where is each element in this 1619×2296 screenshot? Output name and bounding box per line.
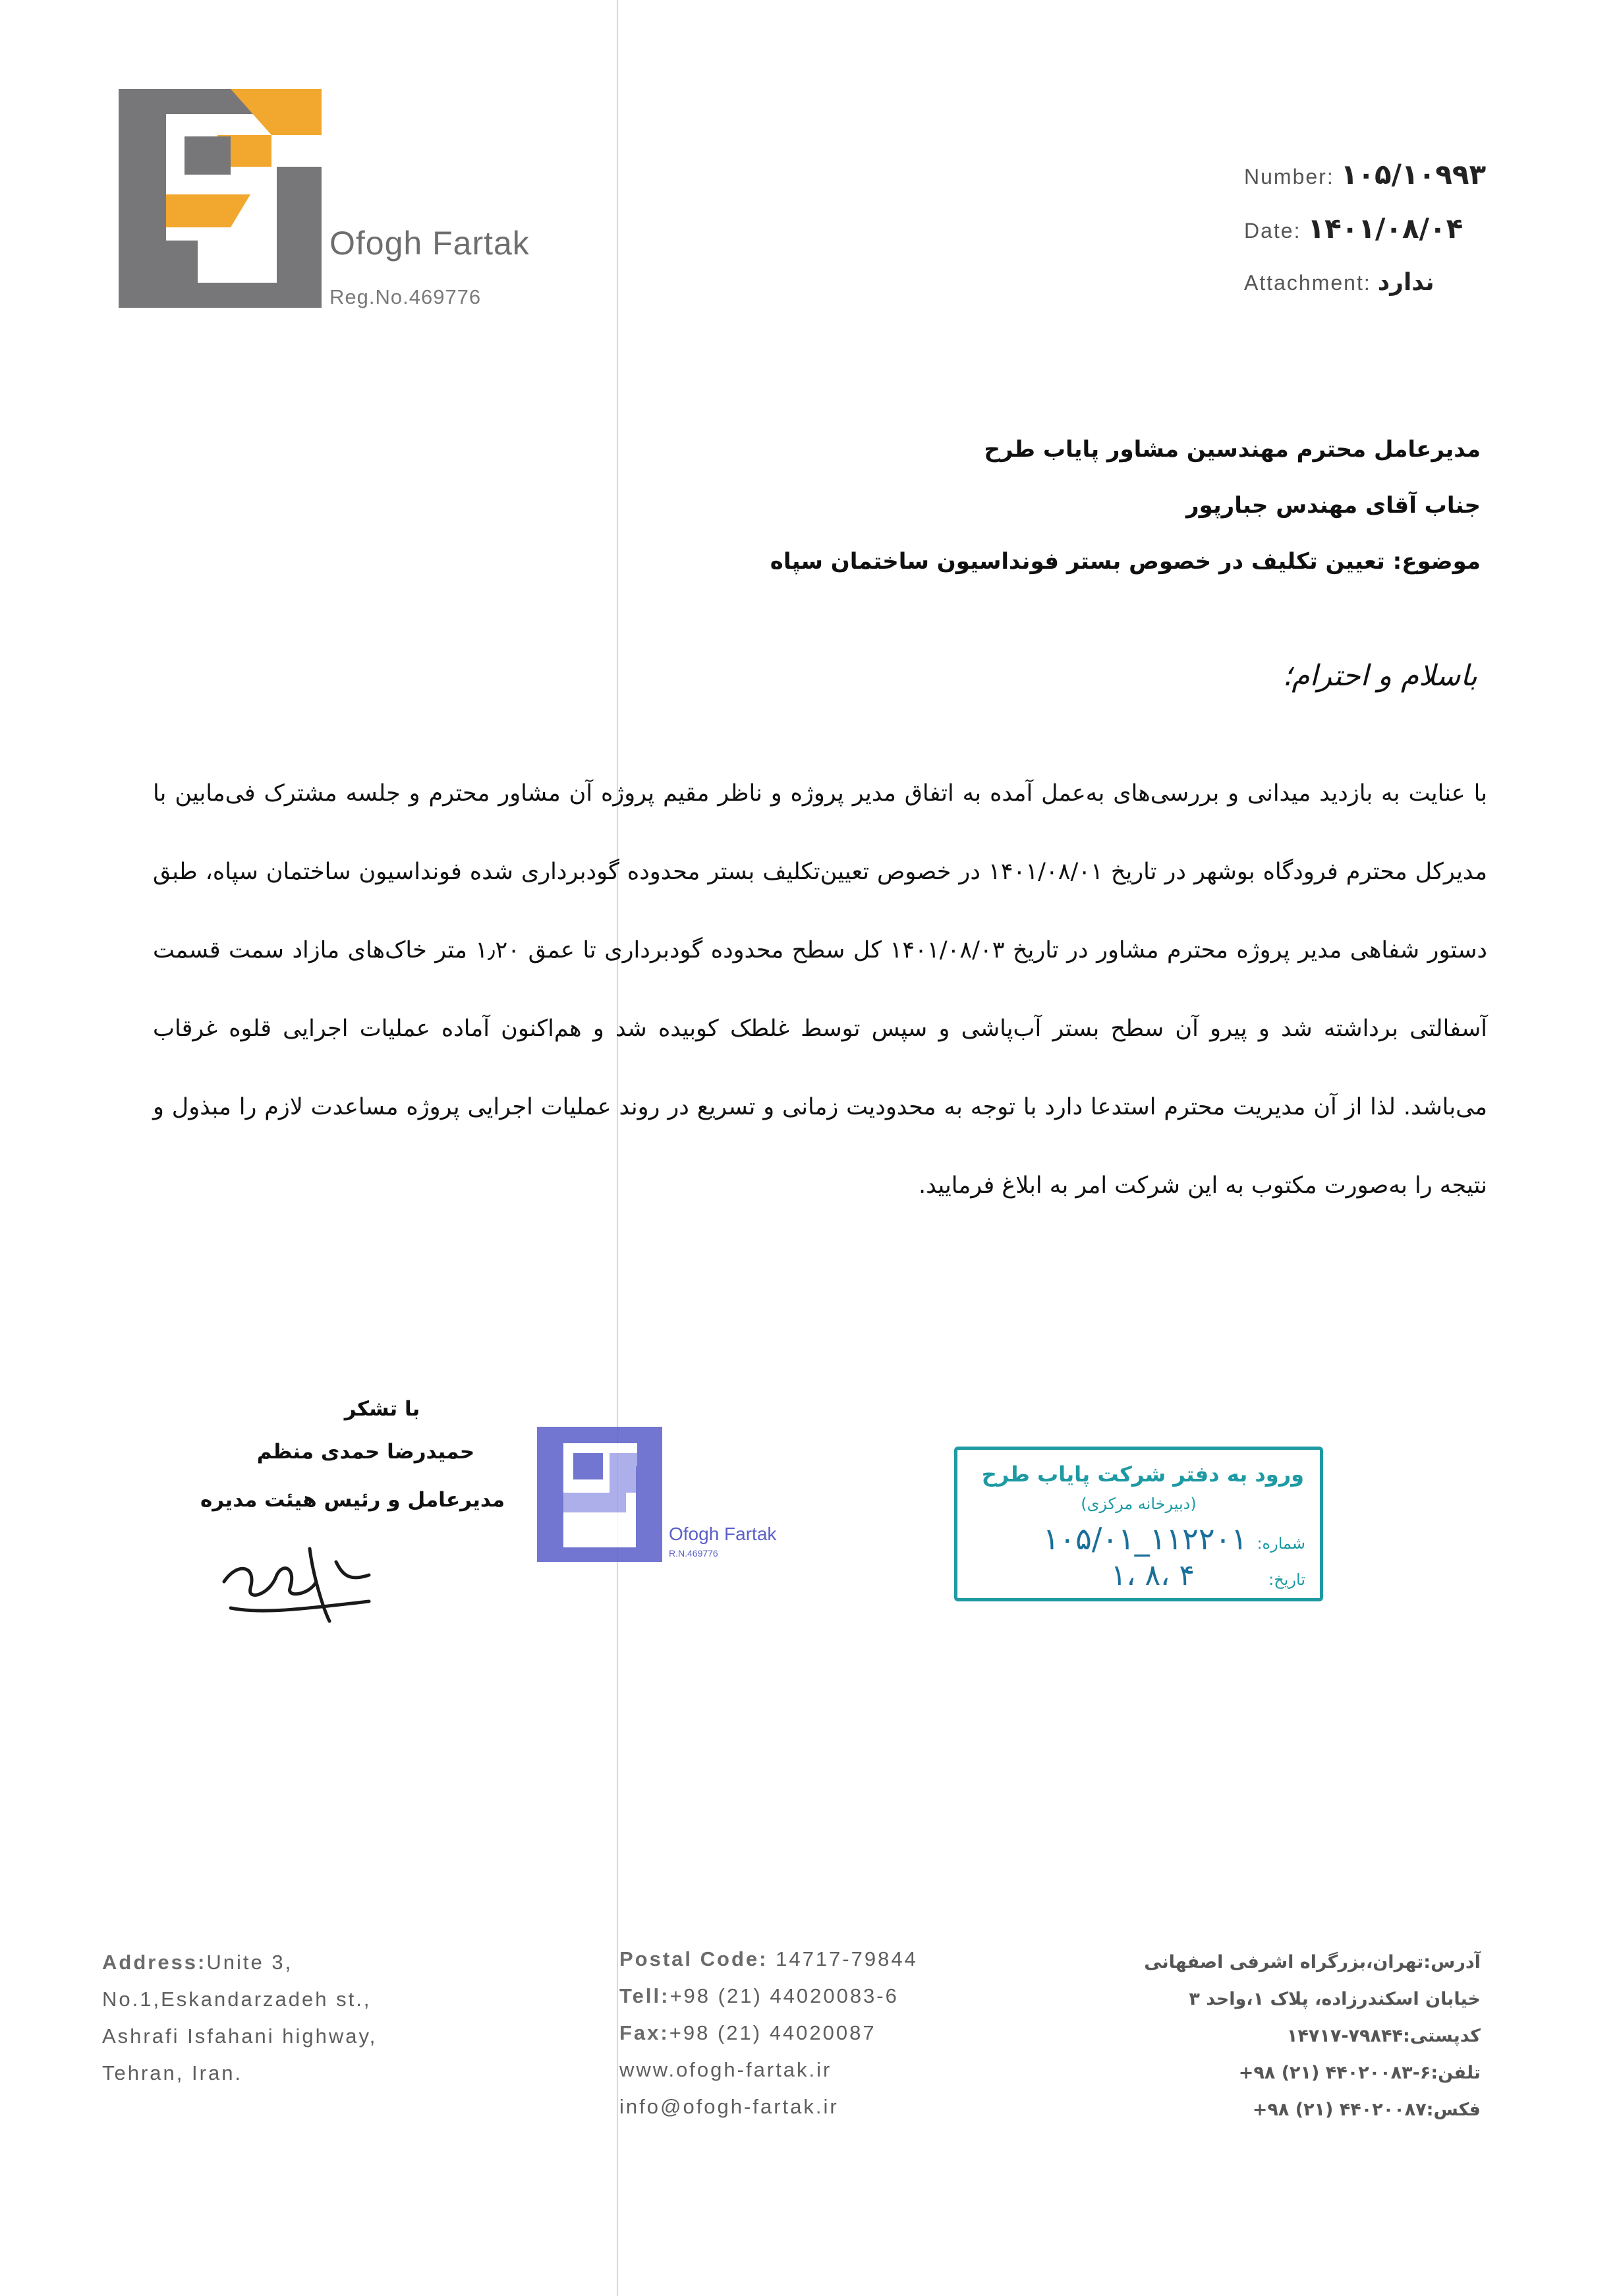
footer-address-fa <box>1144 1944 1481 2129</box>
postal-value: 14717-79844 <box>776 1947 918 1970</box>
subject: موضوع: تعیین تکلیف در خصوص بستر فونداسیون ساختمان سپاه <box>770 548 1481 575</box>
signer-name: حمیدرضا حمدی منظم <box>256 1440 475 1464</box>
letter-number-row <box>1244 158 1486 190</box>
attachment-value: ندارد <box>1377 269 1434 296</box>
reception-number-label: شماره: <box>1257 1534 1305 1553</box>
footer-contact <box>619 1941 918 2125</box>
greeting: باسلام و احترام؛ <box>1282 659 1477 693</box>
address-label: Address: <box>102 1951 207 1974</box>
reception-stamp-title: ورود به دفتر شرکت پایاب طرح <box>981 1462 1304 1487</box>
address-line-4: Tehran, Iran. <box>102 2061 243 2084</box>
attachment-label: Attachment: <box>1244 271 1371 295</box>
signer-title: مدیرعامل و رئیس هیئت مدیره <box>200 1488 505 1512</box>
tel-label: Tell: <box>619 1984 670 2007</box>
reception-stamp <box>954 1447 1323 1601</box>
reception-stamp-subtitle: (دبیرخانه مرکزی) <box>1081 1495 1197 1513</box>
registration-number: Reg.No.469776 <box>329 285 482 308</box>
postal-label: Postal Code: <box>619 1947 768 1970</box>
reception-number: ۱۰۵/۰۱_۱۱۲۲۰۱ <box>1042 1521 1247 1557</box>
fa-postal-line: کدپستی:۷۹۸۴۴-۱۴۷۱۷ <box>1286 2026 1481 2046</box>
fa-fax-line: فکس:۴۴۰۲۰۰۸۷ (۲۱) ۹۸+ <box>1252 2100 1481 2120</box>
address-line-2: No.1,Eskandarzadeh st., <box>102 1988 372 2011</box>
footer-address-en <box>102 1944 377 2092</box>
stamp-company-name: Ofogh Fartak <box>669 1524 777 1544</box>
attachment-row <box>1244 269 1434 296</box>
reception-date: ۱، ۸، ۴ <box>1110 1559 1195 1592</box>
fa-address-line-1: آدرس:تهران،بزرگراه اشرفی اصفهانی <box>1144 1952 1481 1972</box>
reception-date-label: تاریخ: <box>1268 1570 1305 1589</box>
company-name: Ofogh Fartak <box>329 225 530 262</box>
letter-date-row <box>1244 212 1463 244</box>
address-line-1: Unite 3, <box>206 1951 293 1974</box>
letter-body: با عنایت به بازدید میدانی و بررسی‌های به‌عمل آمده به اتفاق مدیر پروژه و ناظر مقیم پروژه آن مشاور محترم و جلسه مشترک فی‌مابین با مدیرکل محترم فرودگاه بوشهر در تاریخ ۱۴۰۱/۰۸/۰۱ در خصوص تعیین‌تکلیف بستر محدوده گودبرداری شده فونداسیون ساختمان سپاه، طبق دستور شفاهی مدیر پروژه محترم مشاور در تاریخ ۱۴۰۱/۰۸/۰۳ کل سطح محدوده گودبرداری تا عمق ۱٫۲۰ متر خاک‌های مازاد سمت قسمت آسفالتی برداشته شد و پیرو آن سطح بستر آب‌پاشی و سپس توسط غلطک کوبیده شد و هم‌اکنون آماده عملیات اجرایی قلوه غرقاب می‌باشد. لذا از آن مدیریت محترم استدعا دارد با توجه به محدودیت زمانی و تسریع در روند عملیات اجرایی پروژه مساعدت لازم را مبذول و نتیجه را به‌صورت مکتوب به این شرکت امر به ابلاغ فرمایید. <box>153 780 1488 1199</box>
email-link[interactable]: info@ofogh-fartak.ir <box>619 2095 839 2118</box>
handwritten-signature <box>211 1535 395 1628</box>
website-link[interactable]: www.ofogh-fartak.ir <box>619 2058 832 2081</box>
addressee: مدیرعامل محترم مهندسین مشاور پایاب طرح <box>984 436 1481 463</box>
address-line-3: Ashrafi Isfahani highway, <box>102 2024 378 2048</box>
closing-thanks: با تشکر <box>344 1397 420 1421</box>
fa-address-line-2: خیابان اسکندرزاده، پلاک ۱،واحد ۳ <box>1189 1989 1481 2009</box>
number-value: ۱۰۵/۱۰۹۹۳ <box>1340 158 1487 190</box>
fa-tel-line: تلفن:۶-۴۴۰۲۰۰۸۳ (۲۱) ۹۸+ <box>1238 2063 1481 2083</box>
company-stamp <box>537 1427 794 1565</box>
fax-label: Fax: <box>619 2021 669 2044</box>
date-label: Date: <box>1244 219 1301 243</box>
date-value: ۱۴۰۱/۰۸/۰۴ <box>1307 212 1463 244</box>
company-logo-icon <box>119 89 322 308</box>
stamp-reg-number: R.N.469776 <box>669 1548 718 1559</box>
honorific: جناب آقای مهندس جبارپور <box>1186 492 1481 519</box>
tel-value: +98 (21) 44020083-6 <box>669 1984 899 2007</box>
fax-value: +98 (21) 44020087 <box>669 2021 876 2044</box>
number-label: Number: <box>1244 165 1334 188</box>
